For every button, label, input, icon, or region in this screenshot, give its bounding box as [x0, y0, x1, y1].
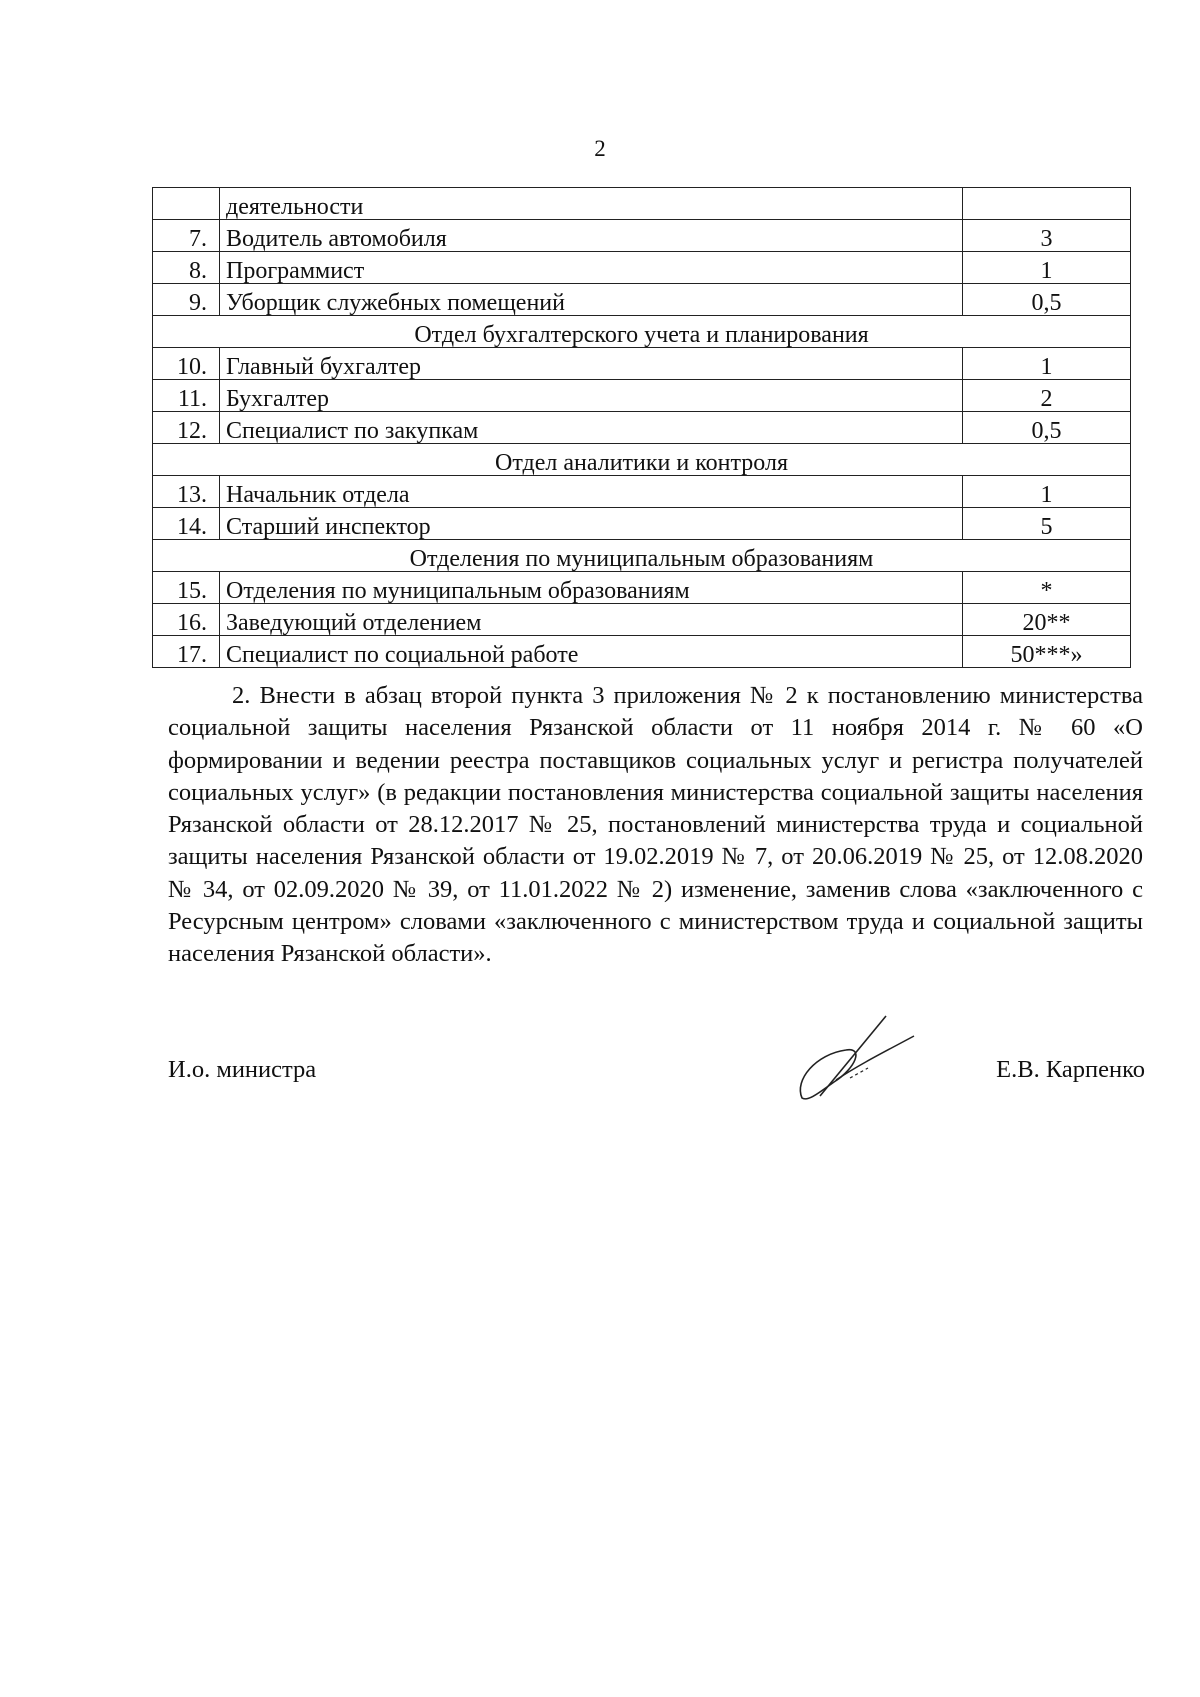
- row-number: 9.: [153, 284, 220, 316]
- position-quantity: 5: [963, 508, 1131, 540]
- position-name: Специалист по социальной работе: [220, 636, 963, 668]
- row-number: 8.: [153, 252, 220, 284]
- position-quantity: 2: [963, 380, 1131, 412]
- table-row: [153, 348, 1131, 380]
- table-row: [153, 572, 1131, 604]
- table-row: [153, 188, 1131, 220]
- table-section-row: [153, 316, 1131, 348]
- table-row: [153, 412, 1131, 444]
- row-number: 11.: [153, 380, 220, 412]
- table-row: [153, 284, 1131, 316]
- table-row: [153, 380, 1131, 412]
- row-number: 12.: [153, 412, 220, 444]
- position-quantity: 1: [963, 252, 1131, 284]
- table-row: [153, 252, 1131, 284]
- row-number: [153, 188, 220, 220]
- position-quantity: *: [963, 572, 1131, 604]
- table-section-row: [153, 540, 1131, 572]
- row-number: 15.: [153, 572, 220, 604]
- signature-icon: [790, 1010, 920, 1110]
- page-number: 2: [594, 136, 606, 161]
- position-name: Заведующий отделением: [220, 604, 963, 636]
- staff-table: [152, 187, 1131, 668]
- position-name: Бухгалтер: [220, 380, 963, 412]
- staff-table-body: [153, 188, 1131, 668]
- row-number: 13.: [153, 476, 220, 508]
- position-quantity: 3: [963, 220, 1131, 252]
- signer-title: И.о. министра: [168, 1056, 317, 1083]
- section-title: Отдел аналитики и контроля: [153, 444, 1131, 476]
- row-number: 16.: [153, 604, 220, 636]
- row-number: 14.: [153, 508, 220, 540]
- position-quantity: 50***»: [963, 636, 1131, 668]
- position-quantity: 0,5: [963, 284, 1131, 316]
- position-name: Начальник отдела: [220, 476, 963, 508]
- position-name: Уборщик служебных помещений: [220, 284, 963, 316]
- position-quantity: 0,5: [963, 412, 1131, 444]
- section-title: Отдел бухгалтерского учета и планирования: [153, 316, 1131, 348]
- table-row: [153, 220, 1131, 252]
- section-title: Отделения по муниципальным образованиям: [153, 540, 1131, 572]
- position-name: Программист: [220, 252, 963, 284]
- position-name: Водитель автомобиля: [220, 220, 963, 252]
- row-number: 10.: [153, 348, 220, 380]
- signer-name: Е.В. Карпенко: [996, 1056, 1145, 1083]
- position-quantity: 1: [963, 348, 1131, 380]
- table-row: [153, 636, 1131, 668]
- row-number: 17.: [153, 636, 220, 668]
- position-name: Специалист по закупкам: [220, 412, 963, 444]
- position-name: Главный бухгалтер: [220, 348, 963, 380]
- table-row: [153, 476, 1131, 508]
- position-quantity: [963, 188, 1131, 220]
- table-row: [153, 508, 1131, 540]
- table-section-row: [153, 444, 1131, 476]
- position-name: деятельности: [220, 188, 963, 220]
- row-number: 7.: [153, 220, 220, 252]
- table-row: [153, 604, 1131, 636]
- amendment-paragraph: 2. Внести в абзац второй пункта 3 приложения № 2 к постановлению министерства социальной защиты населения Рязанской области от 11 ноября 2014 г. № 60 «О формировании и ведении реестра поставщиков социальных услуг и регистра получателей социальных услуг» (в редакции постановления министерства социальной защиты населения Рязанской области от 28.12.2017 № 25, постановлений министерства труда и социальной защиты населения Рязанской области от 19.02.2019 № 7, от 20.06.2019 № 25, от 12.08.2020 № 34, от 02.09.2020 № 39, от 11.01.2022 № 2) изменение, заменив слова «заключенного с Ресурсным центром» словами «заключенного с министерством труда и социальной защиты населения Рязанской области».: [168, 682, 1143, 968]
- position-quantity: 20**: [963, 604, 1131, 636]
- position-quantity: 1: [963, 476, 1131, 508]
- position-name: Старший инспектор: [220, 508, 963, 540]
- position-name: Отделения по муниципальным образованиям: [220, 572, 963, 604]
